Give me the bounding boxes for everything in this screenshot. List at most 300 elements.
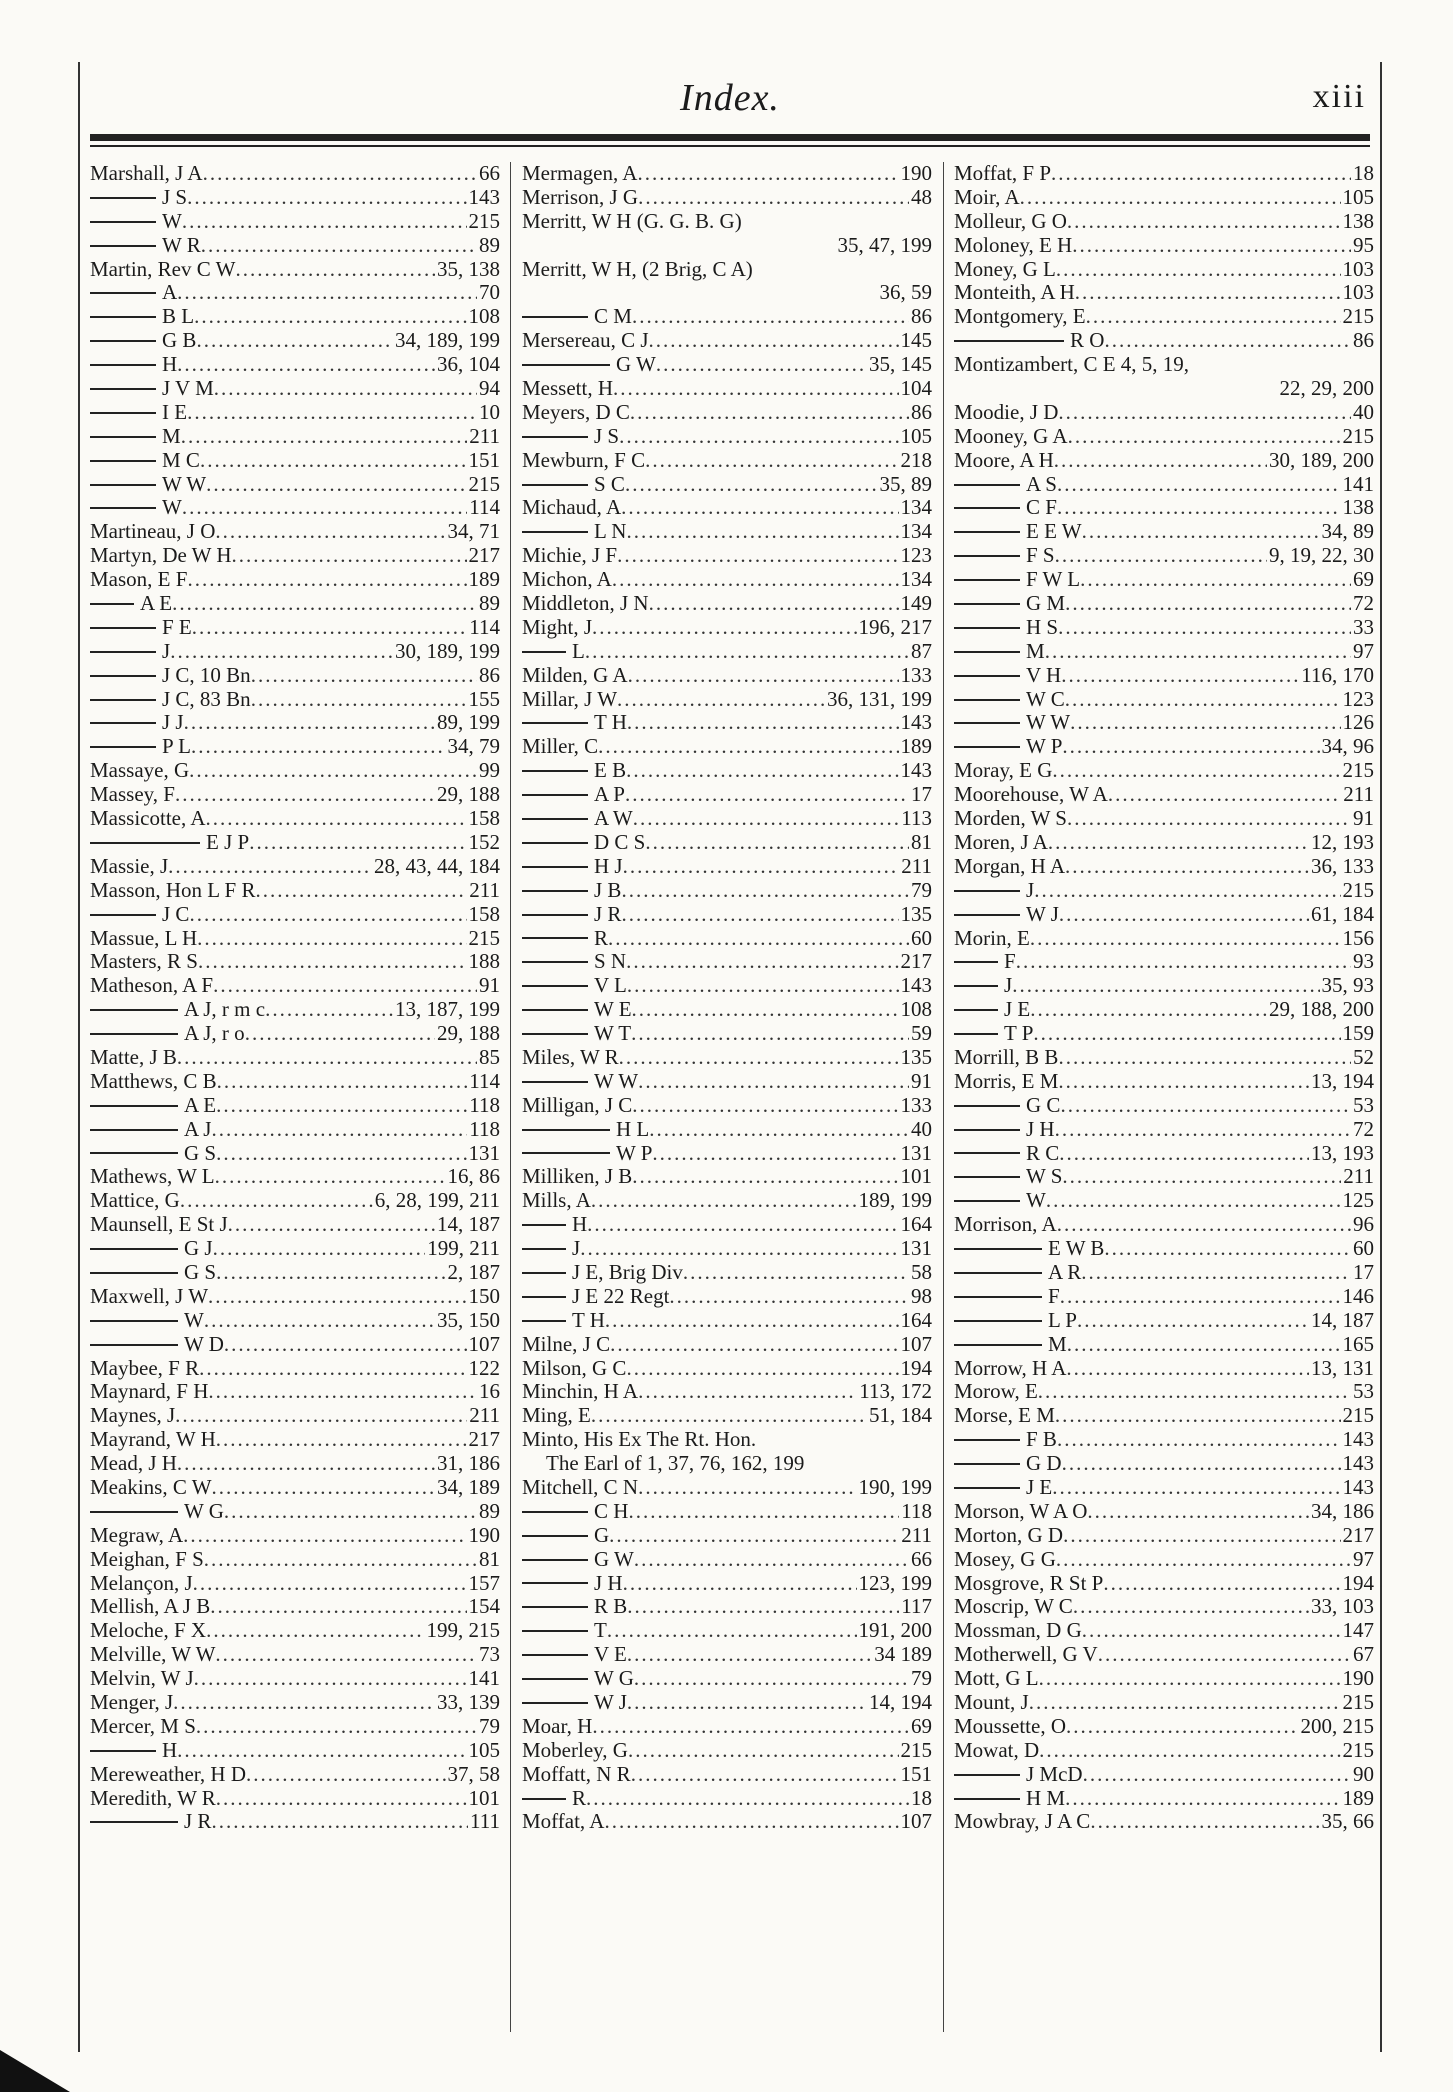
entry-pages: 194 [1342,1571,1374,1595]
entry-name: Moorehouse, W A [954,783,1108,807]
entry-pages: 29, 188 [437,783,500,807]
ditto-dash [522,1272,566,1274]
entry-name: Morson, W A O [954,1499,1088,1523]
entry-name: Morse, E M [954,1404,1055,1428]
dot-leader [1108,783,1341,807]
entry-pages: 85 [479,1045,500,1069]
entry-pages: 150 [468,1284,500,1308]
entry-pages: 191, 200 [858,1619,932,1643]
entry-pages: 81 [479,1547,500,1571]
entry-pages: 145 [900,329,932,353]
entry-name: Milson, G C [522,1356,627,1380]
entry-pages: 94 [479,377,500,401]
entry-pages: 79 [479,1714,500,1738]
entry-pages: 89 [479,1499,500,1523]
entry-pages: 2, 187 [447,1260,500,1284]
entry-pages: 190, 199 [858,1475,932,1499]
entry-pages: 143 [900,759,932,783]
dot-leader [224,1500,477,1524]
entry-pages: 30, 189, 200 [1269,448,1374,472]
dot-leader [621,903,898,927]
entry-pages: 105 [1342,185,1374,209]
index-entry [954,1333,1374,1357]
index-entry [522,831,932,855]
entry-name: Morrison, A [954,1213,1057,1237]
entry-pages: 59 [911,1022,932,1046]
entry-name: A E [184,1093,217,1117]
ditto-dash [90,722,156,724]
entry-name: T H [594,711,627,735]
dot-leader [628,1739,899,1763]
entry-pages: 53 [1353,1380,1374,1404]
ditto-dash [522,1152,610,1154]
dot-leader [193,1572,467,1596]
dot-leader [1086,305,1341,329]
entry-pages: 105 [468,1738,500,1762]
entry-name: J [1026,878,1035,902]
entry-pages: 116, 170 [1301,663,1374,687]
ditto-dash [954,914,1020,916]
index-entry [90,1524,500,1548]
entry-name: W G [184,1499,224,1523]
entry-pages: 114 [469,1069,500,1093]
index-entry [954,449,1374,473]
dot-leader [1051,162,1351,186]
dot-leader [208,1380,477,1404]
ditto-dash [954,1033,998,1035]
entry-pages: 200, 215 [1300,1714,1374,1738]
entry-name: A S [1026,472,1057,496]
dot-leader [1062,1165,1341,1189]
dot-leader [208,1285,466,1309]
dot-leader [249,831,466,855]
dot-leader [245,1022,435,1046]
entry-name: Mellish, A J B [90,1595,211,1619]
entry-pages: 158 [468,902,500,926]
entry-name: Moren, J A [954,830,1048,854]
ditto-dash [90,484,156,486]
index-entry [522,258,932,282]
entry-name: H L [616,1117,650,1141]
index-entry [90,496,500,520]
dot-leader [638,1070,909,1094]
dot-leader [1030,927,1341,951]
entry-name: J V M [162,377,214,401]
entry-pages: 125 [1342,1189,1374,1213]
entry-pages: 37, 58 [447,1762,500,1786]
dot-leader [1059,1142,1309,1166]
entry-pages: 81 [911,830,932,854]
ditto-dash [522,1129,610,1131]
entry-name: Mattice, G [90,1189,180,1213]
dot-leader [177,1739,466,1763]
entry-name: Millar, J W [522,687,618,711]
ditto-dash [90,1821,178,1823]
ditto-dash [522,1009,588,1011]
dot-leader [627,1595,899,1619]
index-column-2 [522,162,932,2032]
ditto-dash [954,1487,1020,1489]
entry-name: R C [1026,1141,1060,1165]
entry-name: A W [594,807,633,831]
ditto-dash [522,1606,588,1608]
index-entry [522,496,932,520]
entry-pages: 79 [911,878,932,902]
entry-name: Menger, J [90,1691,174,1714]
entry-name: E W B [1048,1237,1105,1261]
index-entry [954,735,1374,759]
index-entry [90,353,500,377]
entry-pages: 35, 150 [437,1308,500,1332]
entry-pages: 51, 184 [869,1404,932,1428]
ditto-dash [522,866,588,868]
entry-name: Moffat, A [522,1810,605,1834]
entry-pages: 86 [911,400,932,424]
dot-leader [628,1500,899,1524]
index-entry [954,1046,1374,1070]
index-entry [522,1500,932,1524]
index-entry [522,1739,932,1763]
index-entry [90,1189,500,1213]
dot-leader [632,998,899,1022]
entry-pages: 18 [911,1786,932,1810]
dot-leader [235,258,435,282]
dot-leader [580,1237,898,1261]
index-entry [90,1285,500,1309]
index-entry [90,1787,500,1811]
dot-leader [634,1667,909,1691]
entry-name: Matheson, A F [90,974,214,998]
index-entry [954,1476,1374,1500]
entry-pages: 165 [1342,1332,1374,1356]
entry-name: Mereweather, H D [90,1762,247,1786]
index-column-3 [954,162,1374,2032]
dot-leader [1057,496,1341,520]
entry-name: W [162,209,182,233]
index-entry [522,1763,932,1787]
dot-leader [1058,1070,1309,1094]
ditto-dash [522,436,588,438]
dot-leader [1080,568,1351,592]
entry-pages: 28, 43, 44, 184 [374,854,500,878]
entry-pages: 114 [469,615,500,639]
entry-pages: 33, 103 [1311,1595,1374,1619]
entry-pages: 211 [1343,783,1374,807]
dot-leader [177,281,477,305]
entry-name: Moussette, O [954,1714,1066,1738]
dot-leader [187,568,466,592]
index-entry [522,664,932,688]
entry-pages: 211 [469,1404,500,1428]
ditto-dash [954,1320,1042,1322]
entry-pages: 72 [1353,592,1374,616]
entry-pages: 89, 199 [437,711,500,735]
entry-pages: 143 [900,711,932,735]
entry-pages: 34, 189 [437,1475,500,1499]
entry-name: E E W [1026,520,1082,544]
ditto-dash [90,245,156,247]
entry-name: Martineau, J O [90,520,216,544]
page-header [80,76,1380,126]
dot-leader [1070,711,1340,735]
entry-pages: 86 [1353,329,1374,353]
index-entry [954,1380,1374,1404]
dot-leader [1038,1380,1351,1404]
ditto-dash [90,316,156,318]
entry-name: F B [1026,1428,1057,1452]
ditto-dash [90,340,156,342]
index-entry [954,281,1374,305]
index-entry [522,998,932,1022]
entry-pages: 36, 104 [437,353,500,377]
index-entry [954,1404,1374,1428]
entry-pages: 118 [469,1117,500,1141]
entry-pages: 215 [1342,759,1374,783]
ditto-dash [522,1320,566,1322]
index-entry [954,258,1374,282]
entry-name: Merrison, J G [522,185,639,209]
dot-leader [1039,1667,1341,1691]
entry-pages: 114 [469,496,500,520]
dot-leader [204,1548,477,1572]
ditto-dash [954,722,1020,724]
dot-leader [1052,759,1340,783]
ditto-dash [90,221,156,223]
index-entry [954,1237,1374,1261]
entry-pages: 95 [1353,233,1374,257]
entry-pages: 107 [900,1332,932,1356]
ditto-dash [954,627,1020,629]
entry-name: Minchin, H A [522,1380,639,1404]
entry-pages: 69 [911,1714,932,1738]
index-entry [90,1237,500,1261]
dot-leader [626,1357,898,1381]
index-entry [90,1261,500,1285]
entry-pages: 91 [911,1069,932,1093]
index-entry [522,735,932,759]
dot-leader [251,664,477,688]
dot-leader [623,855,900,879]
index-entry [522,1070,932,1094]
index-entry [522,162,932,186]
dot-leader [1054,449,1267,473]
entry-name: J McD [1026,1762,1083,1786]
index-entry [90,831,500,855]
entry-pages: 35, 47, 199 [837,233,932,257]
entry-name: J H [594,1571,623,1595]
dot-leader [1059,903,1309,927]
entry-name: W T [594,1022,632,1046]
entry-name: Ming, E [522,1404,591,1428]
entry-pages: 164 [900,1308,932,1332]
ditto-dash [90,436,156,438]
entry-pages: 86 [911,305,932,329]
entry-name: Michie, J F [522,544,618,568]
entry-pages: 79 [911,1667,932,1691]
index-entry [522,568,932,592]
dot-leader [619,425,898,449]
entry-pages: 134 [900,496,932,520]
index-entry [954,807,1374,831]
ditto-dash [90,1105,178,1107]
index-entry [954,1118,1374,1142]
entry-name: Miles, W R [522,1045,619,1069]
index-entry [522,974,932,998]
entry-name: W R [162,233,201,257]
entry-name: Milden, G A [522,663,628,687]
entry-pages: 17 [911,783,932,807]
header-rule-thick [90,134,1370,141]
entry-name: G S [184,1141,217,1165]
ditto-dash [522,1654,588,1656]
dot-leader [232,544,467,568]
entry-pages: 35, 66 [1321,1810,1374,1834]
index-entry [90,520,500,544]
entry-name: Moloney, E H [954,233,1073,257]
entry-pages: 211 [1343,1165,1374,1189]
dot-leader [180,1189,373,1213]
dot-leader [216,1094,467,1118]
index-entry [954,1094,1374,1118]
dot-leader [645,831,909,855]
index-entry [954,1285,1374,1309]
dot-leader [1103,1572,1340,1596]
index-entry [90,568,500,592]
index-entry [954,616,1374,640]
dot-leader [1061,664,1299,688]
ditto-dash [954,1439,1020,1441]
index-entry [954,1357,1374,1381]
entry-pages: 215 [1342,424,1374,448]
ditto-dash [954,699,1020,701]
entry-pages: 18 [1353,162,1374,185]
entry-name: I E [162,400,188,424]
index-entry [522,1476,932,1500]
entry-pages: 194 [900,1356,932,1380]
dot-leader [256,879,468,903]
dot-leader [587,1213,898,1237]
entry-pages: 122 [468,1356,500,1380]
dot-leader [210,1595,466,1619]
ditto-dash [522,961,588,963]
index-entry [90,759,500,783]
entry-name: G M [1026,592,1066,616]
entry-pages: 40 [911,1117,932,1141]
entry-pages: 34 189 [874,1643,932,1667]
index-entry [90,616,500,640]
entry-name: Monteith, A H [954,281,1075,305]
entry-pages: 149 [900,592,932,616]
ditto-dash [522,914,588,916]
index-entry [522,1094,932,1118]
dot-leader [627,1691,867,1715]
entry-name: W W [162,472,207,496]
dot-leader [1012,974,1319,998]
entry-name: Masters, R S [90,950,198,974]
ditto-dash [954,651,1020,653]
entry-name: Maybee, F R [90,1356,200,1380]
entry-name: Messett, H [522,377,613,401]
entry-pages: 117 [901,1595,932,1619]
ditto-dash [522,1224,566,1226]
entry-name: E B [594,759,627,783]
entry-name: J S [162,185,188,209]
entry-name: Massaye, G [90,759,190,783]
index-entry [954,401,1374,425]
entry-pages: 151 [900,1762,932,1786]
entry-pages: 113 [901,807,932,831]
entry-pages: 34, 186 [1311,1499,1374,1523]
index-entry [90,210,500,234]
entry-pages: 189, 199 [858,1189,932,1213]
dot-leader [198,950,467,974]
entry-pages: 211 [469,878,500,902]
index-entry [90,1142,500,1166]
entry-name: J R [594,902,622,926]
dot-leader [632,1165,898,1189]
index-entry [954,855,1374,879]
index-entry [522,449,932,473]
entry-name: Miller, C [522,735,599,759]
index-entry [954,186,1374,210]
index-entry [954,998,1374,1022]
entry-pages: 143 [900,974,932,998]
index-entry [522,1261,932,1285]
index-entry [522,473,932,497]
dot-leader [211,1810,468,1834]
dot-leader [216,1787,467,1811]
entry-pages: 113, 172 [859,1380,932,1404]
dot-leader [1081,1261,1351,1285]
entry-name: A J [184,1117,212,1141]
entry-pages: 33, 139 [437,1691,500,1714]
dot-leader [170,640,393,664]
entry-pages: 133 [900,663,932,687]
entry-name: W W [594,1069,639,1093]
index-entry [90,1548,500,1572]
dot-leader [626,520,898,544]
ditto-dash [954,340,1064,342]
entry-pages: 107 [900,1810,932,1834]
ditto-dash [522,1296,566,1298]
entry-name: B L [162,305,195,329]
ditto-dash [90,388,156,390]
ditto-dash [954,1176,1020,1178]
entry-name: M C [162,448,200,472]
entry-name: Moscrip, W C [954,1595,1073,1619]
dot-leader [196,329,393,353]
dot-leader [215,520,445,544]
entry-pages: 215 [468,209,500,233]
index-entry [522,1643,932,1667]
entry-pages: 107 [468,1332,500,1356]
dot-leader [638,186,909,210]
index-entry [522,377,932,401]
index-entry [954,950,1374,974]
entry-pages: 48 [911,185,932,209]
entry-pages: 118 [469,1093,500,1117]
index-entry [522,544,932,568]
entry-pages: 36, 133 [1311,854,1374,878]
dot-leader [1055,1118,1351,1142]
entry-name: Massue, L H [90,926,198,950]
dot-leader [181,425,468,449]
index-entry [954,1213,1374,1237]
entry-name: W [162,496,182,520]
entry-name: A [162,281,178,305]
index-entry [522,879,932,903]
index-entry [90,1380,500,1404]
